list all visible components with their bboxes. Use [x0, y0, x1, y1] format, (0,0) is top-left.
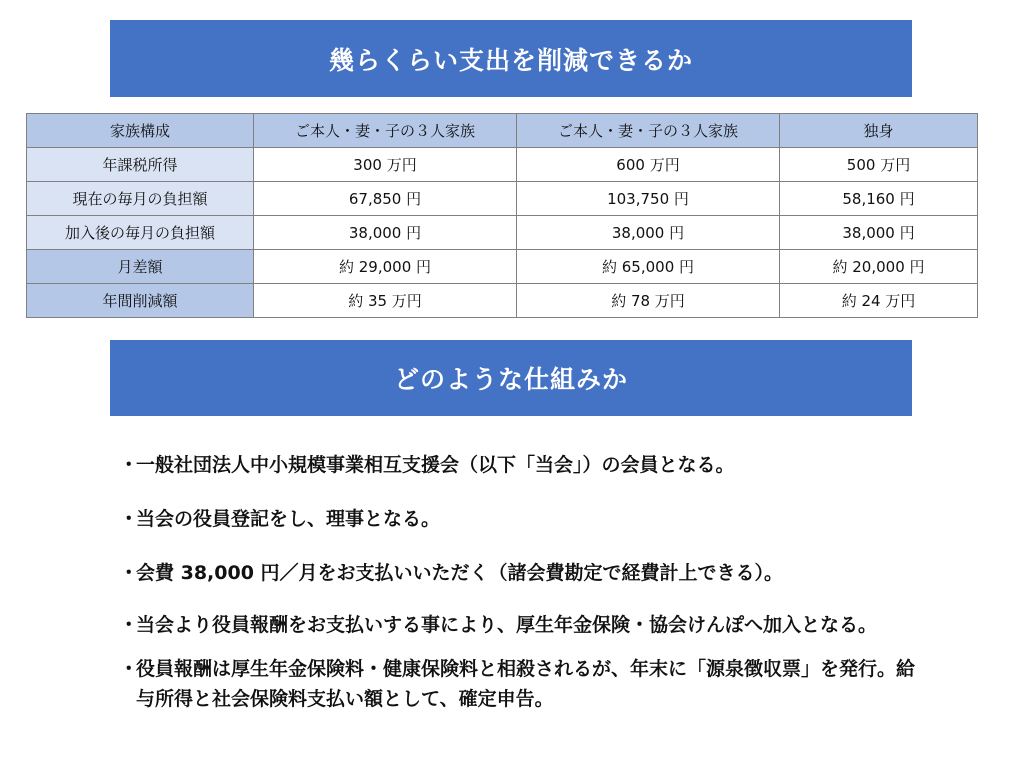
row-label: 月差額: [27, 250, 254, 284]
header-single: 独身: [780, 114, 978, 148]
row-label: 現在の毎月の負担額: [27, 182, 254, 216]
table-cell: 300 万円: [254, 148, 517, 182]
table-cell: 38,000 円: [780, 216, 978, 250]
table-cell: 58,160 円: [780, 182, 978, 216]
row-label: 加入後の毎月の負担額: [27, 216, 254, 250]
table-cell: 38,000 円: [254, 216, 517, 250]
list-item-text: 一般社団法人中小規模事業相互支援会（以下「当会」）の会員となる。: [136, 454, 735, 476]
table-cell: 103,750 円: [517, 182, 780, 216]
row-label: 年間削減額: [27, 284, 254, 318]
section-title-banner-savings: [110, 20, 912, 97]
table-row-monthly-difference: [27, 250, 978, 284]
list-item-text: 役員報酬は厚生年金保険料・健康保険料と相殺されるが、年末に「源泉徴収票」を発行。給与所得と社会保険料支払い額として、確定申告。: [136, 658, 916, 710]
bullet-marker: ･: [124, 508, 134, 530]
list-item-text: 会費 38,000 円／月をお支払いいただく（諸会費勘定で経費計上できる）。: [136, 562, 784, 584]
savings-table: [26, 113, 978, 318]
bullet-marker: ･: [124, 562, 134, 584]
table-cell: 約 35 万円: [254, 284, 517, 318]
list-item: [124, 610, 924, 640]
table-row: [27, 216, 978, 250]
section-title-savings: 幾らくらい支出を削減できるか: [328, 45, 693, 75]
list-item: [124, 448, 924, 482]
list-item-text: 当会より役員報酬をお支払いする事により、厚生年金保険・協会けんぽへ加入となる。: [136, 614, 878, 636]
section-title-mechanism: どのような仕組みか: [393, 365, 628, 394]
table-cell: 67,850 円: [254, 182, 517, 216]
table-row-annual-savings: [27, 284, 978, 318]
list-item: [124, 654, 924, 714]
bullet-marker: ･: [124, 614, 134, 636]
table-cell: 600 万円: [517, 148, 780, 182]
table-row: [27, 182, 978, 216]
table-header-row: [27, 114, 978, 148]
row-label: 年課税所得: [27, 148, 254, 182]
table-cell: 約 78 万円: [517, 284, 780, 318]
table-cell: 約 24 万円: [780, 284, 978, 318]
list-item: [124, 502, 924, 536]
table-cell: 500 万円: [780, 148, 978, 182]
list-item-text: 当会の役員登記をし、理事となる。: [136, 508, 441, 530]
bullet-marker: ･: [124, 454, 134, 476]
section-title-banner-mechanism: [110, 340, 912, 416]
table-row: [27, 148, 978, 182]
bullet-marker: ･: [124, 658, 134, 680]
list-item: [124, 556, 924, 590]
mechanism-bullet-list: [124, 448, 924, 728]
table-cell: 38,000 円: [517, 216, 780, 250]
header-family-composition: 家族構成: [27, 114, 254, 148]
header-family-3-a: ご本人・妻・子の３人家族: [254, 114, 517, 148]
table-cell: 約 20,000 円: [780, 250, 978, 284]
table-cell: 約 29,000 円: [254, 250, 517, 284]
header-family-3-b: ご本人・妻・子の３人家族: [517, 114, 780, 148]
table-cell: 約 65,000 円: [517, 250, 780, 284]
